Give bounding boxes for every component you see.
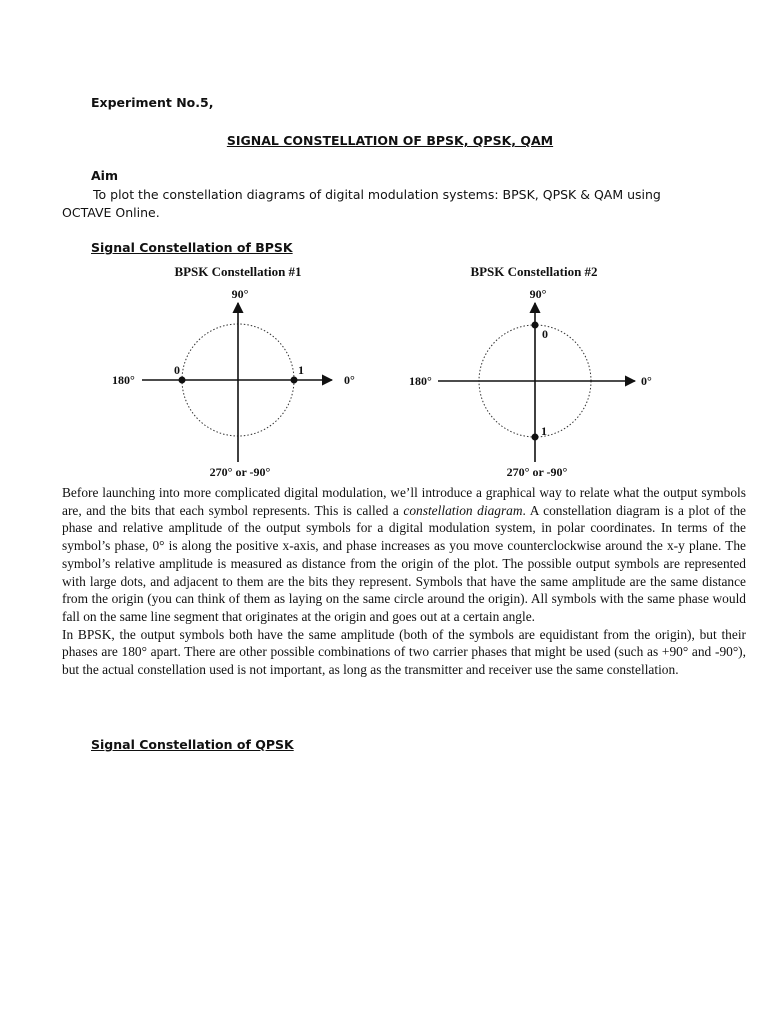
- body-text: [62, 484, 746, 679]
- diagram-1-symbol-1-label: 1: [298, 363, 304, 377]
- diagram-1-label-270: 270° or -90°: [209, 465, 271, 479]
- aim-text: To plot the constellation diagrams of digital modulation systems: BPSK, QPSK & QAM using OCTAVE Online.: [62, 187, 661, 220]
- bpsk-diagram-2: [409, 264, 652, 479]
- diagram-1-label-180: 180°: [112, 373, 135, 387]
- bpsk-constellation-figure: [92, 256, 670, 484]
- constellation-diagram-term: constellation diagram: [403, 502, 523, 518]
- diagram-2-symbol-0-dot: [532, 322, 539, 329]
- bpsk-diagram-1: [112, 264, 355, 479]
- experiment-number: Experiment No.5,: [91, 95, 214, 110]
- paragraph-1-start: Before launching into more complicated digital modulation, we’ll introduce a graphical way to relate what the output symbols are, and the bits that each symbol represents. This is called a: [62, 485, 746, 518]
- diagram-2-symbol-0-label: 0: [542, 327, 548, 341]
- diagram-1-symbol-1-dot: [291, 377, 298, 384]
- diagram-1-symbol-0-dot: [179, 377, 186, 384]
- diagram-2-symbol-1-label: 1: [541, 424, 547, 438]
- paragraph-2: In BPSK, the output symbols both have the same amplitude (both of the symbols are equidistant from the origin), but their phases are 180° apart. There are other possible combinations of two carrier phases that might be used (such as +90° and -90°), but the actual constellation used is not important, as long as the transmitter and receiver use the same constellation.: [62, 626, 746, 678]
- aim-heading: Aim: [91, 168, 118, 183]
- diagram-2-label-90: 90°: [529, 287, 547, 301]
- qpsk-section-heading: Signal Constellation of QPSK: [91, 737, 294, 752]
- diagram-2-label-270: 270° or -90°: [506, 465, 568, 479]
- document-title: SIGNAL CONSTELLATION OF BPSK, QPSK, QAM: [226, 133, 554, 148]
- diagram-2-title: BPSK Constellation #2: [470, 264, 598, 279]
- diagram-1-symbol-0-label: 0: [174, 363, 180, 377]
- paragraph-1: [62, 484, 746, 626]
- diagram-2-label-0: 0°: [641, 374, 652, 388]
- paragraph-1-end: . A constellation diagram is a plot of the phase and relative amplitude of the output symbols for a digital modulation system, in polar coordinates. In terms of the symbol’s phase, 0° is along the positive x-axis, and phase increases as you move counterclockwise around the x-y plane. The symbol’s relative amplitude is measured as distance from the origin of the plot. The possible output symbols are represented with large dots, and adjacent to them are the bits they represent. Symbols that have the same amplitude are the same distance from the origin (you can think of them as laying on the same circle around the origin). All symbols with the same phase would fall on the same line segment that originates at the origin and goes out at a certain angle.: [62, 502, 746, 624]
- bpsk-section-heading: Signal Constellation of BPSK: [91, 240, 293, 255]
- diagram-1-label-90: 90°: [231, 287, 249, 301]
- diagram-2-label-180: 180°: [409, 374, 432, 388]
- diagram-1-label-0: 0°: [344, 373, 355, 387]
- diagram-2-symbol-1-dot: [532, 434, 539, 441]
- diagram-1-title: BPSK Constellation #1: [174, 264, 302, 279]
